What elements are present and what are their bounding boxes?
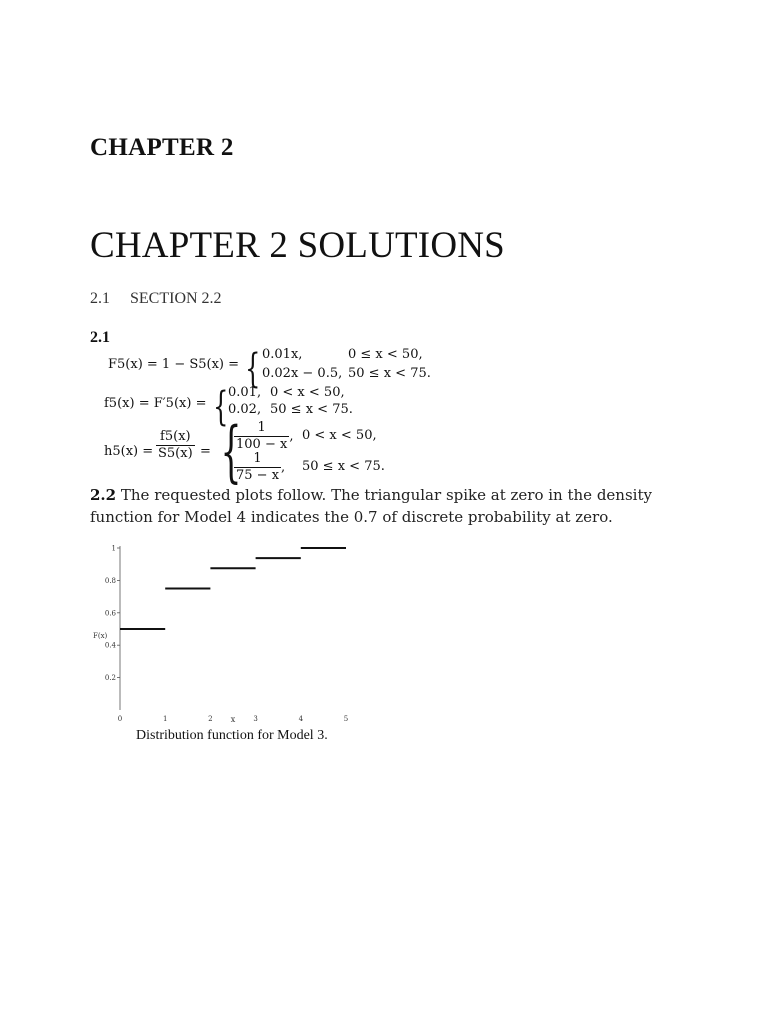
y-tick-label: 1 — [111, 544, 116, 553]
eq-f-lhs: f5(x) = F′5(x) = — [104, 396, 207, 411]
eq-f-case1-cond: 0 < x < 50, — [270, 385, 345, 400]
x-tick-label: 5 — [343, 715, 349, 723]
eq-F-case2-cond: 50 ≤ x < 75. — [348, 366, 431, 381]
chapter-label: CHAPTER 2 — [90, 134, 234, 161]
eq-f-case2-cond: 50 ≤ x < 75. — [270, 402, 353, 417]
y-tick-label: 0.4 — [104, 641, 116, 650]
eq-F-case1-cond: 0 ≤ x < 50, — [348, 347, 423, 362]
eq-h-case2-sep: , — [281, 460, 286, 475]
eq-F-case1-expr: 0.01x, — [262, 347, 303, 362]
x-tick-label: 3 — [253, 715, 258, 723]
eq-F-lhs: F5(x) = 1 − S5(x) = — [108, 357, 240, 372]
eq-h-case1-sep: , — [289, 429, 294, 444]
section-title: SECTION 2.2 — [130, 290, 222, 307]
eq-f-case1-expr: 0.01, — [228, 385, 262, 400]
eq-h-lhs-num: f5(x) — [156, 429, 195, 446]
problem-2-1-number: 2.1 — [90, 329, 110, 346]
eq-h-case2 — [234, 451, 285, 484]
x-axis-label: x — [230, 715, 236, 724]
eq-h-case1 — [234, 420, 293, 453]
section-number: 2.1 — [90, 290, 110, 307]
problem-2-2-text: The requested plots follow. The triangular spike at zero in the density function for Model 4 indicates the 0.7 of discrete probability at zero. — [90, 486, 652, 526]
y-tick-label: 0.6 — [104, 609, 116, 618]
eq-h-case2-num: 1 — [234, 451, 281, 468]
eq-h-case1-cond: 0 < x < 50, — [302, 428, 377, 443]
eq-h-lhs-fraction — [156, 429, 195, 462]
eq-h-case2-cond: 50 ≤ x < 75. — [302, 459, 385, 474]
eq-f-brace: { — [213, 384, 229, 430]
section-heading — [90, 290, 222, 308]
x-tick-label: 2 — [208, 715, 213, 723]
distribution-function-chart — [86, 538, 366, 728]
eq-F-brace: { — [245, 346, 261, 392]
problem-2-2-paragraph — [90, 484, 690, 528]
x-tick-label: 0 — [117, 715, 123, 723]
eq-h-case2-den: 75 − x — [236, 468, 280, 483]
eq-h-equals: = — [200, 444, 211, 459]
eq-h-lhs-den: S5(x) — [158, 446, 193, 461]
eq-h-case1-den: 100 − x — [236, 437, 288, 452]
eq-F-case2-expr: 0.02x − 0.5, — [262, 366, 343, 381]
eq-h-case1-num: 1 — [234, 420, 289, 437]
problem-2-2-number: 2.2 — [90, 486, 117, 504]
x-tick-label: 4 — [298, 715, 304, 723]
x-tick-label: 1 — [162, 715, 168, 723]
y-tick-label: 0.8 — [104, 576, 116, 585]
eq-h-brace: { — [220, 413, 242, 490]
eq-f-case2-expr: 0.02, — [228, 402, 262, 417]
chart-caption: Distribution function for Model 3. — [136, 728, 328, 743]
eq-h-lhs: h5(x) = — [104, 444, 154, 459]
y-axis-label: F(x) — [93, 632, 108, 640]
chapter-title: CHAPTER 2 SOLUTIONS — [90, 225, 505, 266]
y-tick-label: 0.2 — [104, 674, 116, 683]
